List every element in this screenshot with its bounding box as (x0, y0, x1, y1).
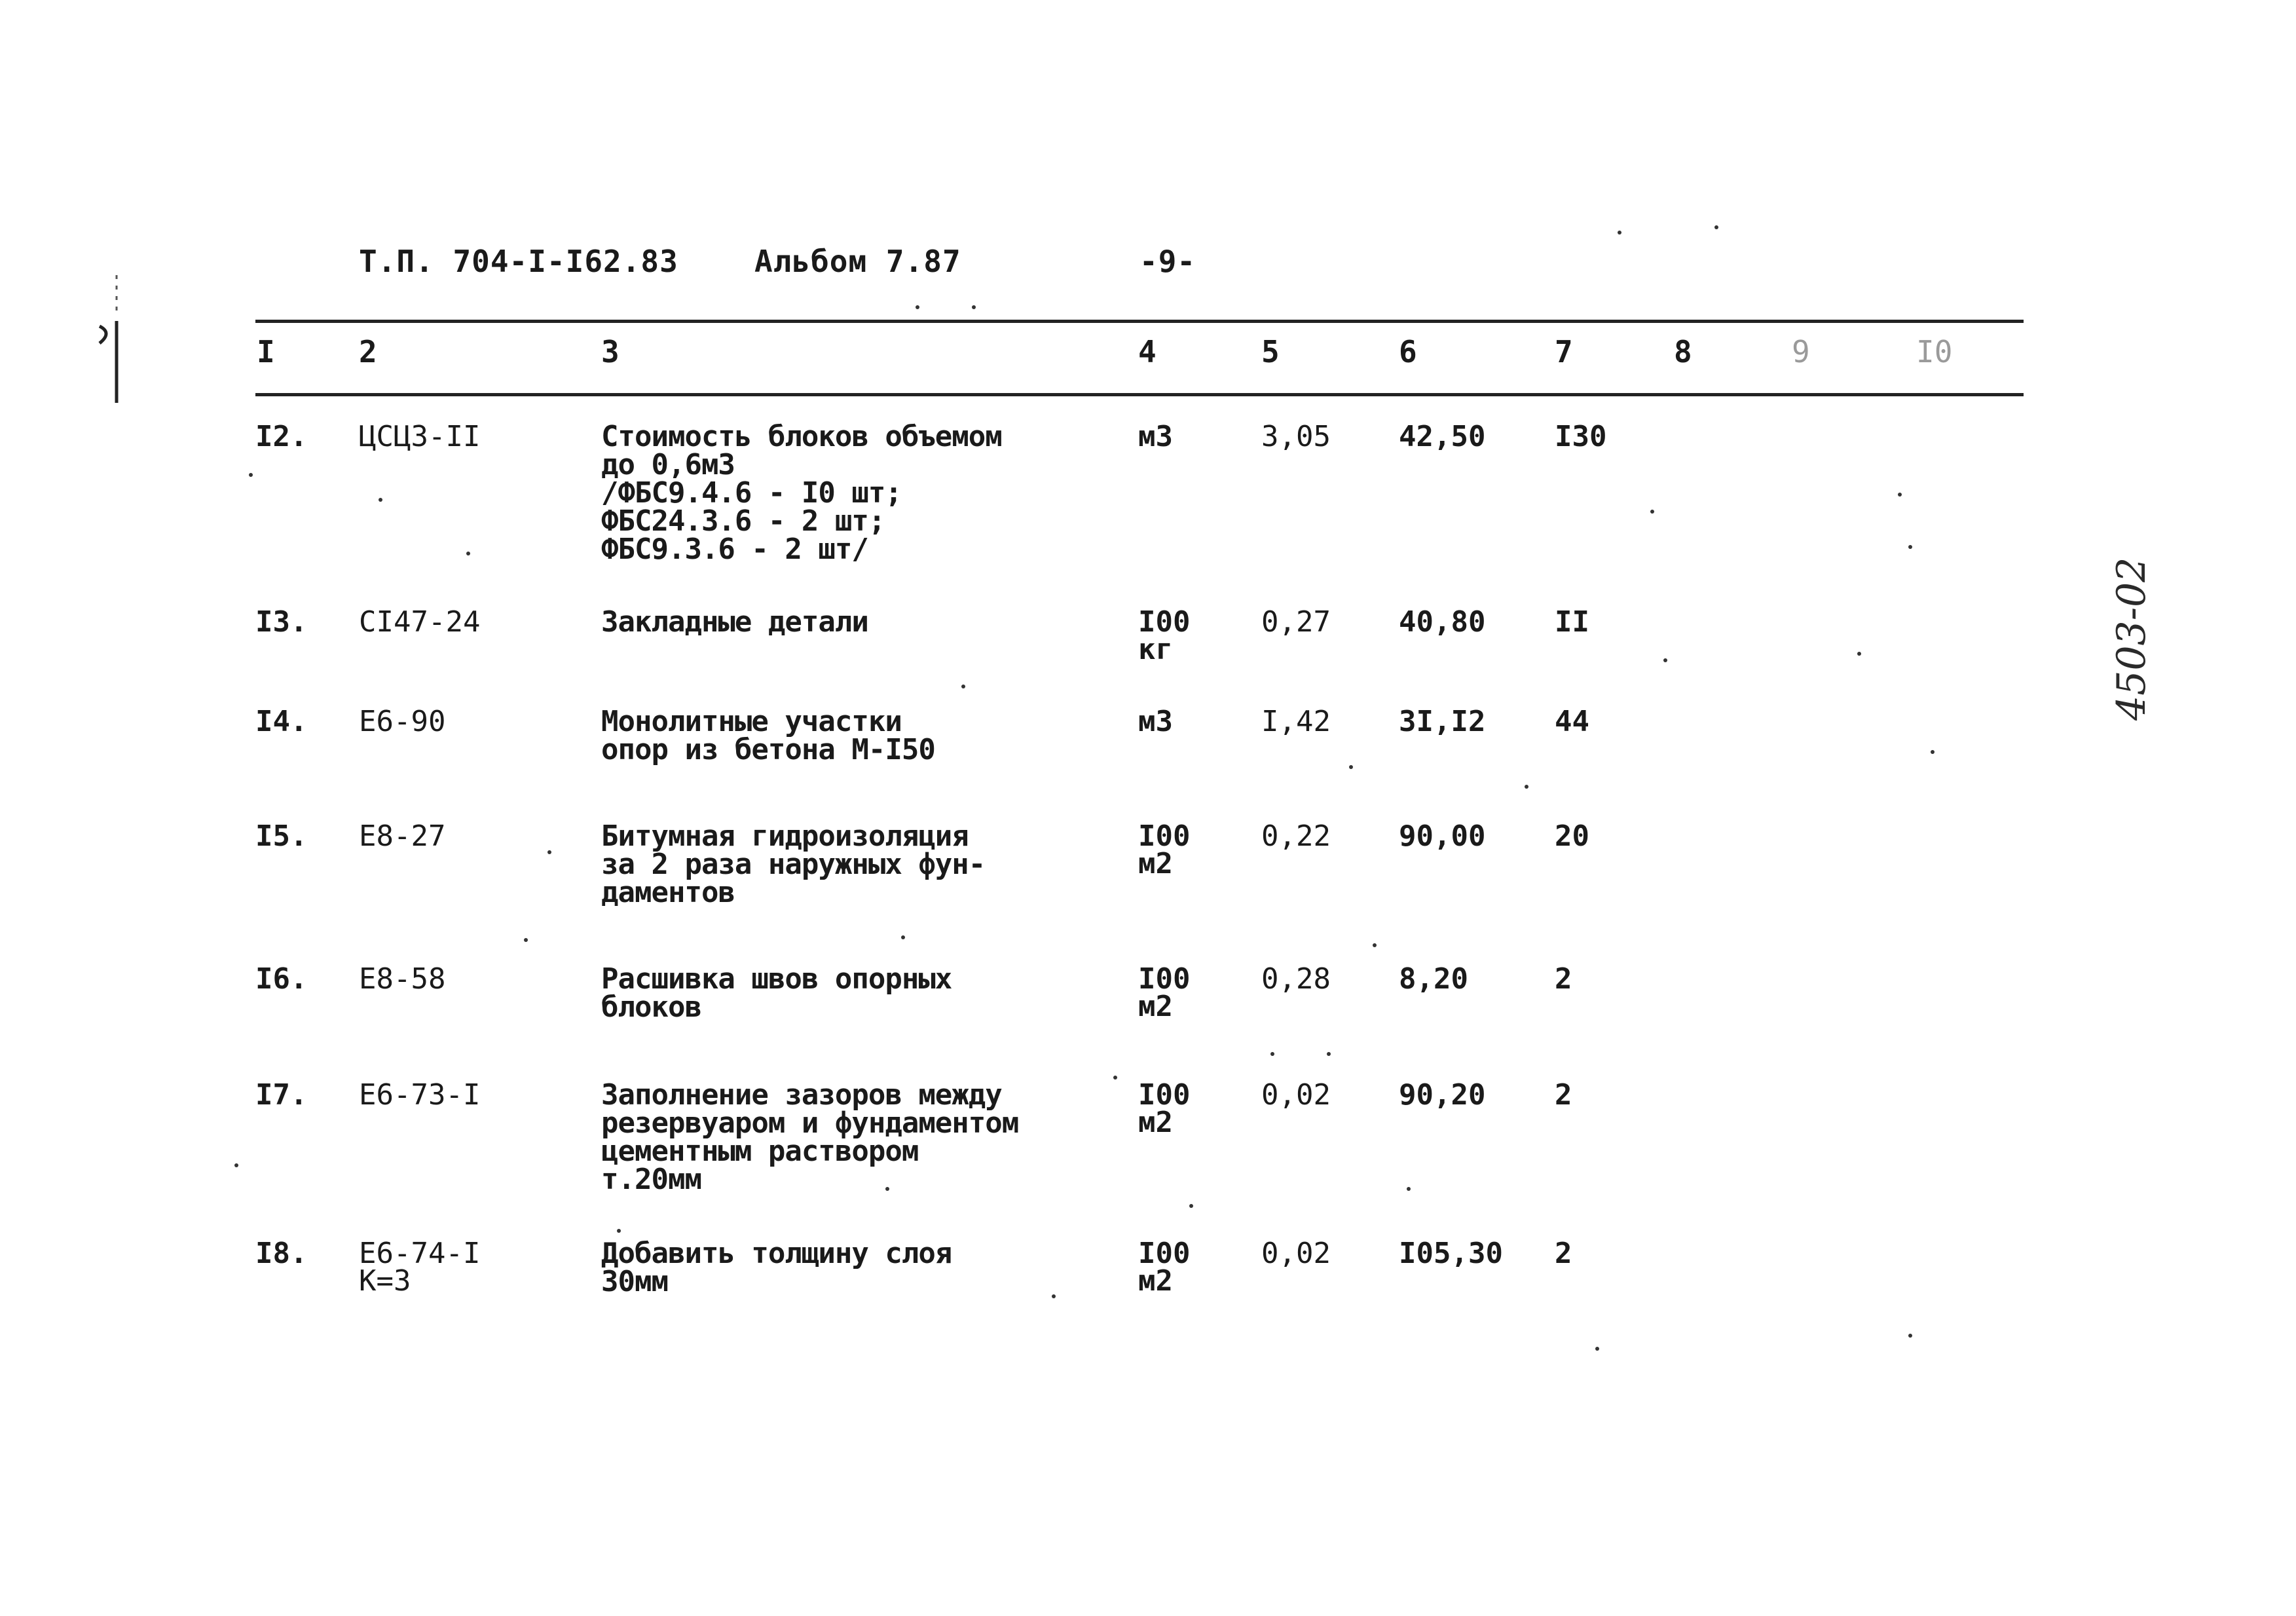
row-code: Е8-58 (359, 962, 446, 996)
row-description-line: Заполнение зазоров между (601, 1078, 1002, 1112)
row-total: 20 (1555, 819, 1589, 853)
row-description-line: даментов (601, 876, 735, 909)
row-description-line: ФБС9.3.6 - 2 шт/ (601, 533, 868, 566)
row-total: 2 (1555, 962, 1572, 996)
row-description-line: цементным раствором (601, 1135, 919, 1168)
row-total: 2 (1555, 1078, 1572, 1112)
row-quantity: 3,05 (1261, 420, 1331, 453)
row-total: II (1555, 605, 1589, 639)
row-unit: I00 (1138, 819, 1191, 853)
row-unit: м3 (1138, 420, 1173, 453)
row-code: Е6-90 (359, 705, 446, 738)
row-unit: I00 (1138, 962, 1191, 996)
row-description-line: ФБС24.3.6 - 2 шт; (601, 504, 885, 538)
row-description-line: опор из бетона М-I50 (601, 733, 935, 766)
column-number-2: 2 (359, 334, 377, 369)
row-code: Е6-73-I (359, 1078, 481, 1112)
row-description-line: Стоимость блоков объемом (601, 420, 1002, 453)
row-number: I2. (255, 420, 308, 453)
row-description-line: Расшивка швов опорных (601, 962, 952, 996)
row-quantity: I,42 (1261, 705, 1331, 738)
row-code: Е6-74-I (359, 1237, 481, 1270)
row-description-line: резервуаром и фундаментом (601, 1106, 1019, 1140)
row-number: I5. (255, 819, 308, 853)
row-unit-price: 90,20 (1399, 1078, 1486, 1112)
row-unit-price: 8,20 (1399, 962, 1468, 996)
row-unit-price: 90,00 (1399, 819, 1486, 853)
row-description-line: т.20мм (601, 1163, 701, 1196)
column-number-5: 5 (1261, 334, 1280, 369)
row-code: Е8-27 (359, 819, 446, 853)
row-description-line: Добавить толщину слоя (601, 1237, 952, 1270)
row-code: ЦСЦЗ-II (359, 420, 481, 453)
document-code: Т.П. 704-I-I62.83 (359, 244, 678, 279)
row-unit: м2 (1138, 1264, 1173, 1298)
row-total: 2 (1555, 1237, 1572, 1270)
row-description-line: за 2 раза наружных фун- (601, 848, 986, 881)
row-code: СI47-24 (359, 605, 481, 639)
row-description-line: /ФБС9.4.6 - I0 шт; (601, 476, 902, 510)
row-quantity: 0,02 (1261, 1078, 1331, 1112)
row-description-line: блоков (601, 990, 701, 1024)
column-number-7: 7 (1555, 334, 1573, 369)
row-quantity: 0,28 (1261, 962, 1331, 996)
row-total: 44 (1555, 705, 1589, 738)
row-unit-price: I05,30 (1399, 1237, 1503, 1270)
table-top-rule (255, 320, 2024, 323)
row-description-line: Битумная гидроизоляция (601, 819, 969, 853)
row-unit: м2 (1138, 990, 1173, 1023)
column-number-3: 3 (601, 334, 620, 369)
row-description-line: до 0,6м3 (601, 448, 735, 481)
page-number: -9- (1139, 244, 1196, 279)
row-total: I30 (1555, 420, 1607, 453)
row-description-line: 30мм (601, 1265, 668, 1298)
row-description-line: Закладные детали (601, 605, 868, 639)
row-unit-price: 42,50 (1399, 420, 1486, 453)
row-unit: I00 (1138, 1078, 1191, 1112)
row-number: I7. (255, 1078, 308, 1112)
row-quantity: 0,27 (1261, 605, 1331, 639)
row-number: I3. (255, 605, 308, 639)
column-number-1: I (257, 334, 275, 369)
row-unit: м2 (1138, 847, 1173, 880)
row-unit: I00 (1138, 605, 1191, 639)
row-unit-price: 3I,I2 (1399, 705, 1486, 738)
row-unit: м3 (1138, 705, 1173, 738)
row-code: К=3 (359, 1264, 411, 1298)
row-number: I8. (255, 1237, 308, 1270)
column-number-6: 6 (1399, 334, 1417, 369)
row-unit: I00 (1138, 1237, 1191, 1270)
row-unit: м2 (1138, 1106, 1173, 1139)
column-number-4: 4 (1138, 334, 1157, 369)
row-number: I6. (255, 962, 308, 996)
album-number: Альбом 7.87 (754, 244, 961, 279)
row-quantity: 0,22 (1261, 819, 1331, 853)
row-description-line: Монолитные участки (601, 705, 902, 738)
row-quantity: 0,02 (1261, 1237, 1331, 1270)
column-number-10: I0 (1916, 334, 1953, 369)
row-number: I4. (255, 705, 308, 738)
column-number-9: 9 (1792, 334, 1810, 369)
table-header-rule (255, 393, 2024, 396)
column-number-8: 8 (1674, 334, 1692, 369)
binding-mark (97, 275, 123, 406)
handwritten-margin-note: 4503-02 (2109, 557, 2155, 721)
row-unit: кг (1138, 633, 1173, 666)
row-unit-price: 40,80 (1399, 605, 1486, 639)
